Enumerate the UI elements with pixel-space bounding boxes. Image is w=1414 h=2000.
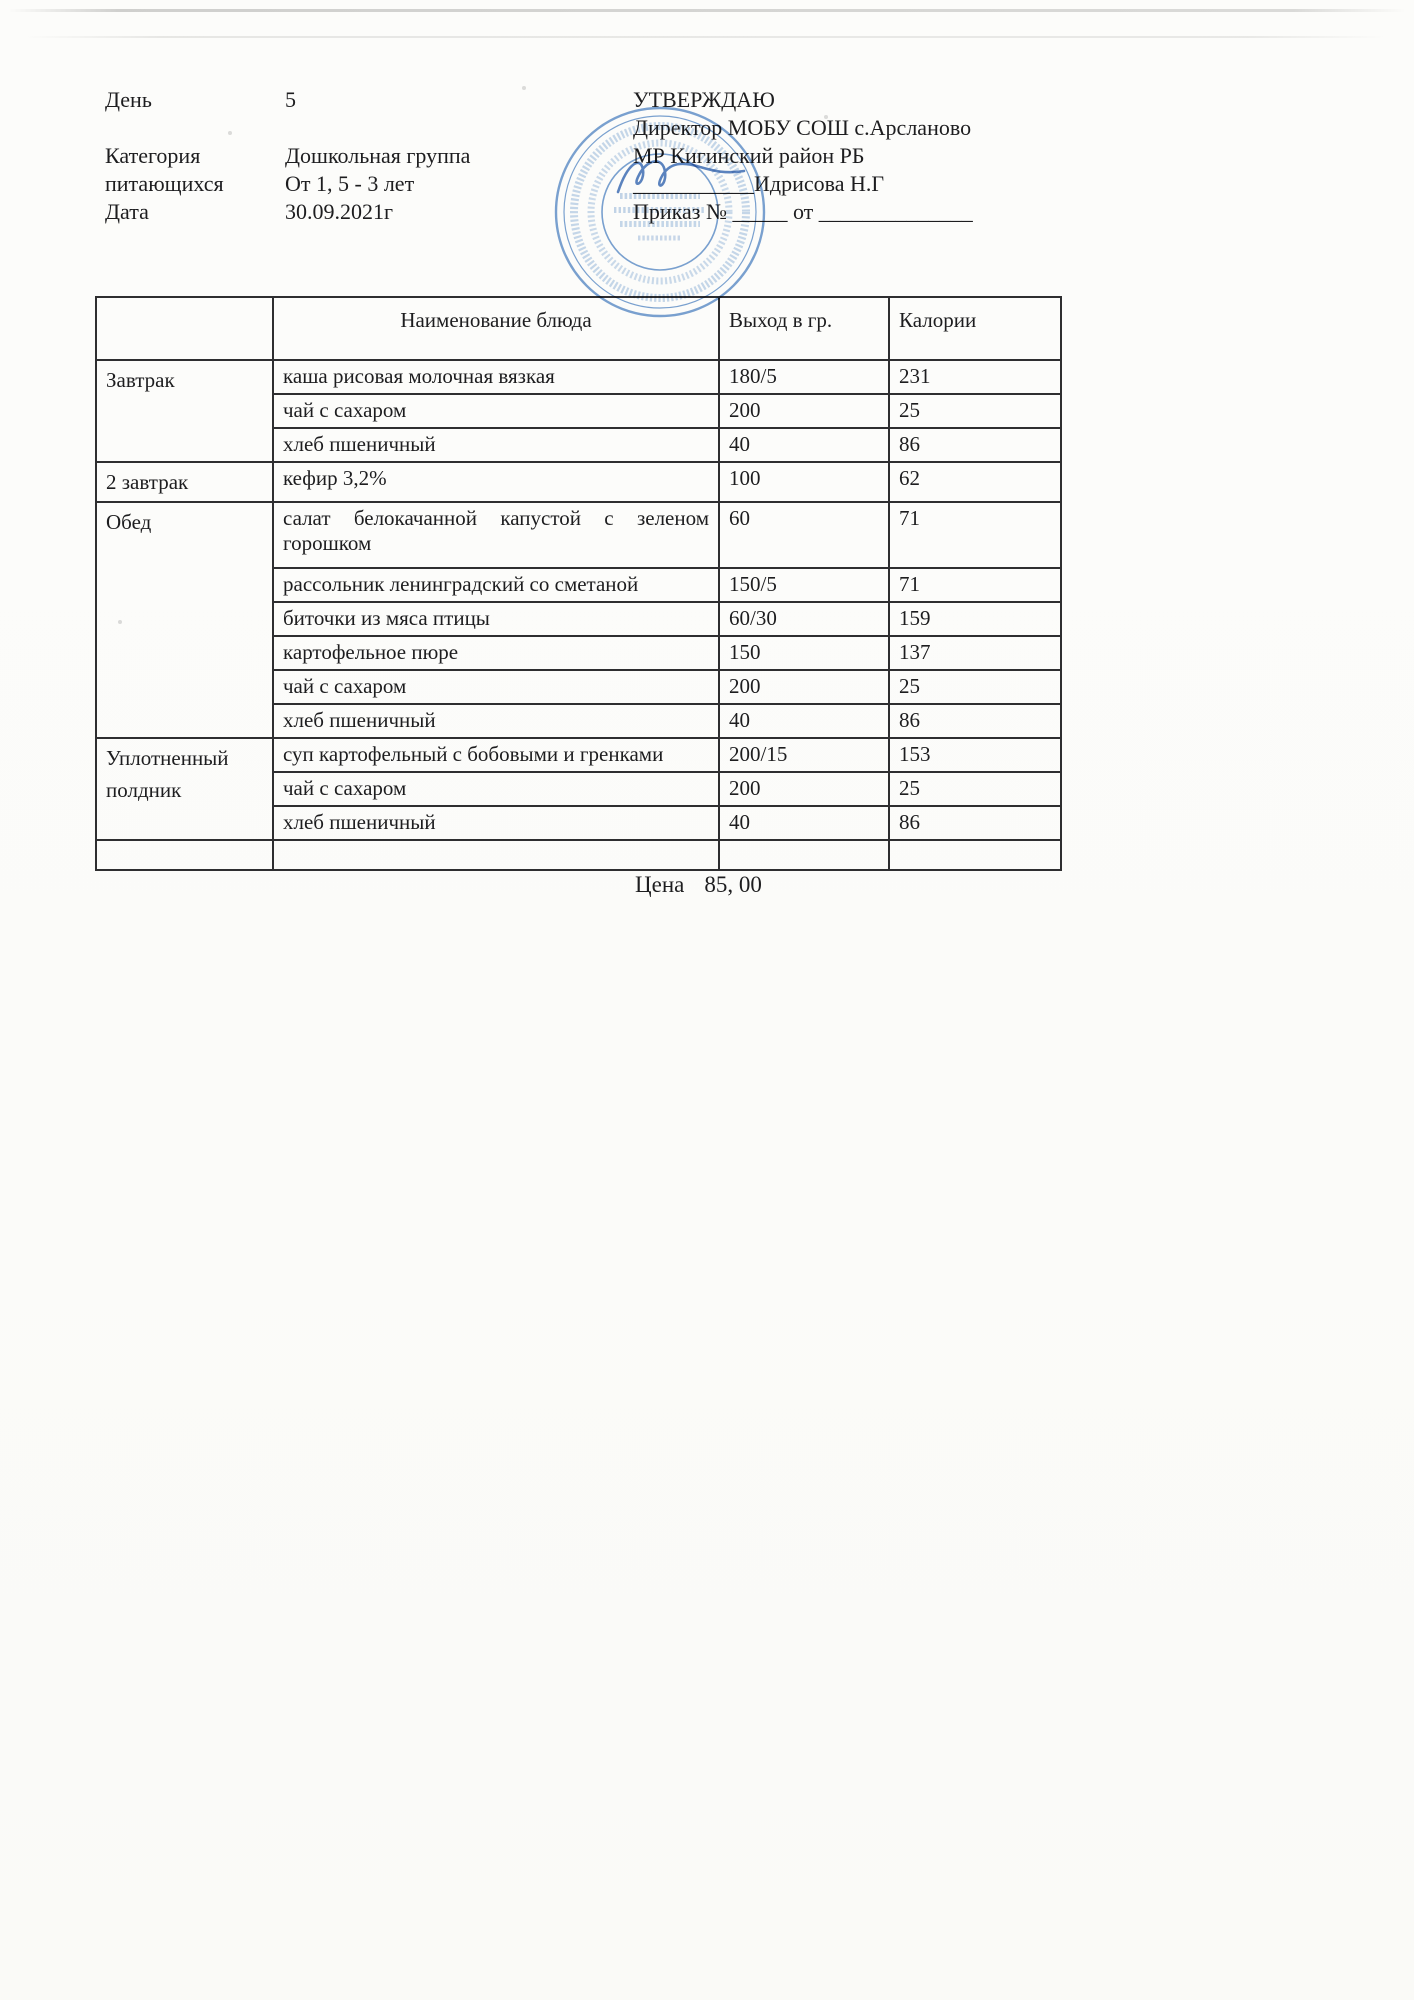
cal-cell: 25 [889, 670, 1061, 704]
out-cell: 200 [719, 670, 889, 704]
dish-cell: хлеб пшеничный [273, 704, 719, 738]
cal-cell: 25 [889, 772, 1061, 806]
cal-cell: 137 [889, 636, 1061, 670]
approve-director-line: Директор МОБУ СОШ с.Арсланово [633, 115, 972, 140]
table-row [96, 738, 1061, 772]
out-cell: 180/5 [719, 360, 889, 394]
dish-cell: чай с сахаром [273, 772, 719, 806]
meal-cell-snack: Уплотненный полдник [96, 738, 273, 840]
dish-cell: кефир 3,2% [273, 462, 719, 502]
spacer-line [105, 114, 224, 142]
menu-table-container [95, 296, 1062, 871]
out-cell: 200 [719, 772, 889, 806]
out-cell: 40 [719, 806, 889, 840]
meal-cell-lunch: Обед [96, 502, 273, 738]
cal-cell: 231 [889, 360, 1061, 394]
meal-cell-breakfast: Завтрак [96, 360, 273, 462]
out-cell: 40 [719, 704, 889, 738]
approval-block [633, 86, 973, 226]
dish-cell: чай с сахаром [273, 670, 719, 704]
category-label-line1: Категория [105, 143, 201, 168]
out-cell: 150 [719, 636, 889, 670]
spacer-line [285, 114, 470, 142]
dish-cell: хлеб пшеничный [273, 806, 719, 840]
approve-title: УТВЕРЖДАЮ [633, 87, 775, 112]
out-cell: 200 [719, 394, 889, 428]
cal-cell: 86 [889, 428, 1061, 462]
dish-cell: салат белокачанной капустой с зеленом горошком [273, 502, 719, 568]
scan-artifact-dot [522, 86, 526, 90]
cal-cell: 25 [889, 394, 1061, 428]
cal-column-header: Калории [889, 297, 1061, 360]
price-value: 85, 00 [704, 872, 762, 897]
out-column-header: Выход в гр. [719, 297, 889, 360]
table-header-row [96, 297, 1061, 360]
cal-cell: 71 [889, 502, 1061, 568]
approve-signature-line: ___________Идрисова Н.Г [633, 171, 885, 196]
header-values-column [285, 86, 470, 226]
header-labels-column [105, 86, 224, 226]
table-row [96, 502, 1061, 568]
out-cell: 200/15 [719, 738, 889, 772]
out-cell: 150/5 [719, 568, 889, 602]
dish-cell: чай с сахаром [273, 394, 719, 428]
cal-cell: 71 [889, 568, 1061, 602]
out-cell: 40 [719, 428, 889, 462]
cal-cell: 153 [889, 738, 1061, 772]
category-value-line1: Дошкольная группа [285, 143, 471, 168]
empty-cell [889, 840, 1061, 870]
out-cell: 60 [719, 502, 889, 568]
table-row [96, 462, 1061, 502]
approve-order-line: Приказ № _____ от ______________ [633, 199, 973, 224]
scan-artifact-line [25, 36, 1385, 38]
dish-cell: биточки из мяса птицы [273, 602, 719, 636]
meal-column-header [96, 297, 273, 360]
cal-cell: 62 [889, 462, 1061, 502]
table-row [96, 360, 1061, 394]
date-label: Дата [105, 199, 149, 224]
empty-cell [96, 840, 273, 870]
cal-cell: 159 [889, 602, 1061, 636]
out-cell: 100 [719, 462, 889, 502]
dish-cell: рассольник ленинградский со сметаной [273, 568, 719, 602]
dish-cell: картофельное пюре [273, 636, 719, 670]
empty-cell [719, 840, 889, 870]
category-label-line2: питающихся [105, 171, 224, 196]
meal-cell-second-breakfast: 2 завтрак [96, 462, 273, 502]
category-value-line2: От 1, 5 - 3 лет [285, 171, 415, 196]
scan-artifact-line [8, 9, 1406, 12]
day-value: 5 [285, 87, 296, 112]
cal-cell: 86 [889, 806, 1061, 840]
empty-row [96, 840, 1061, 870]
price-line [635, 872, 762, 898]
empty-cell [273, 840, 719, 870]
dish-cell: хлеб пшеничный [273, 428, 719, 462]
day-label: День [105, 87, 152, 112]
price-label: Цена [635, 872, 685, 897]
date-value: 30.09.2021г [285, 199, 394, 224]
approve-district-line: МР Кигинский район РБ [633, 143, 865, 168]
dish-column-header: Наименование блюда [273, 297, 719, 360]
dish-cell: суп картофельный с бобовыми и гренками [273, 738, 719, 772]
scan-artifact-dot [228, 131, 232, 135]
menu-table [95, 296, 1062, 871]
out-cell: 60/30 [719, 602, 889, 636]
cal-cell: 86 [889, 704, 1061, 738]
dish-cell: каша рисовая молочная вязкая [273, 360, 719, 394]
